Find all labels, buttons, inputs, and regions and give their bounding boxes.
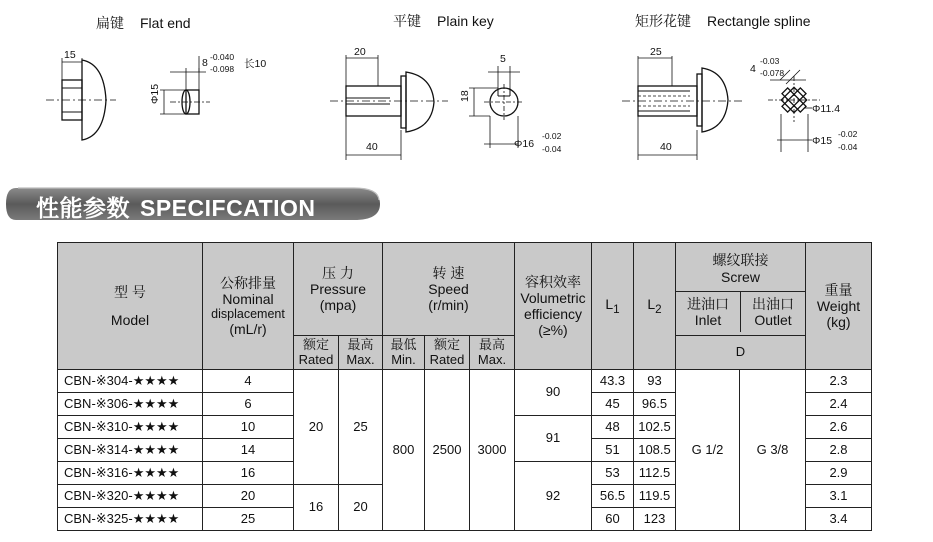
- header-pressure-unit: (mpa): [319, 297, 357, 314]
- shaft-drawings: [0, 0, 933, 185]
- model-cell: CBN-※320-★★★★: [58, 485, 203, 508]
- header-vol-unit: (≥%): [538, 322, 568, 339]
- l1-cell: 56.5: [592, 485, 634, 508]
- pressure-rated-b: 16: [294, 485, 339, 531]
- spline-dim-inner: Φ11.4: [812, 103, 841, 115]
- flat-tol-upper: -0.040: [210, 52, 235, 62]
- header-screw-en: Screw: [721, 268, 760, 285]
- header-l1: [592, 243, 634, 370]
- flat-tol-lower: -0.098: [210, 64, 235, 74]
- l1-cell: 43.3: [592, 370, 634, 393]
- l1-cell: 48: [592, 416, 634, 439]
- speed-rated: 2500: [425, 370, 470, 531]
- header-screw-title: [676, 246, 805, 291]
- model-cell: CBN-※304-★★★★: [58, 370, 203, 393]
- weight-cell: 2.3: [806, 370, 872, 393]
- flat-dim-dia: Φ15: [149, 83, 161, 104]
- weight-cell: 2.4: [806, 393, 872, 416]
- header-model-en: Model: [110, 312, 150, 328]
- spline-tol2-upper: -0.02: [838, 129, 858, 139]
- header-l2-sub: 2: [655, 302, 662, 316]
- vol-eff-1: 90: [515, 370, 592, 416]
- spline-tol2-lower: -0.04: [838, 142, 858, 152]
- header-speed-cn: 转 速: [432, 264, 465, 281]
- header-speed-en: Speed: [428, 280, 469, 297]
- speed-max-en: Max.: [477, 351, 507, 367]
- header-d: D: [676, 336, 806, 370]
- rated-cn: 额定: [302, 336, 329, 352]
- header-vol-cn: 容积效率: [525, 273, 581, 290]
- header-pressure-en: Pressure: [309, 280, 367, 297]
- vol-eff-2: 91: [515, 416, 592, 462]
- flat-dim-length: 15: [64, 49, 76, 61]
- weight-cell: 3.4: [806, 508, 872, 531]
- header-weight-en: Weight: [816, 297, 861, 314]
- model-cell: CBN-※314-★★★★: [58, 439, 203, 462]
- header-pressure-cn: 压 力: [322, 264, 354, 281]
- spline-tol-base: 4: [750, 63, 756, 75]
- plain-tol-lower: -0.04: [542, 144, 562, 154]
- header-row-1: [58, 243, 872, 336]
- l1-cell: 60: [592, 508, 634, 531]
- pressure-max-a: 25: [339, 370, 383, 485]
- plain-dim-height: 18: [459, 90, 471, 102]
- plain-dim-key: 5: [500, 53, 506, 65]
- disp-cell: 6: [203, 393, 294, 416]
- header-vol-en2: efficiency: [523, 306, 583, 322]
- l2-cell: 112.5: [634, 462, 676, 485]
- header-inlet-cn: 进油口: [687, 295, 729, 312]
- header-l2-letter: L: [647, 295, 656, 312]
- spline-dim-top: 25: [650, 46, 662, 58]
- inlet-cell: G 1/2: [676, 370, 740, 531]
- max-en: Max.: [346, 351, 375, 367]
- flat-end-drawing: [46, 56, 210, 140]
- header-model: [58, 243, 203, 370]
- l1-cell: 45: [592, 393, 634, 416]
- plain-dim-top: 20: [354, 46, 366, 58]
- spline-dim-dia: Φ15: [812, 135, 833, 147]
- l1-cell: 51: [592, 439, 634, 462]
- caption-flat-en: Flat end: [140, 15, 191, 31]
- caption-plain-en: Plain key: [437, 13, 494, 29]
- header-disp-cn: 公称排量: [220, 274, 276, 291]
- banner-title-cn: 性能参数: [36, 195, 130, 221]
- disp-cell: 10: [203, 416, 294, 439]
- disp-cell: 25: [203, 508, 294, 531]
- header-pressure-rated: [294, 336, 339, 370]
- model-cell: CBN-※316-★★★★: [58, 462, 203, 485]
- header-disp-unit: (mL/r): [229, 321, 267, 338]
- header-weight-unit: (kg): [826, 314, 851, 331]
- flat-tol-base: 8: [202, 57, 208, 69]
- header-screw: [676, 243, 806, 336]
- model-cell: CBN-※310-★★★★: [58, 416, 203, 439]
- pressure-max-b: 20: [339, 485, 383, 531]
- vol-eff-3: 92: [515, 462, 592, 531]
- min-cn: 最低: [390, 336, 417, 352]
- speed-min: 800: [383, 370, 425, 531]
- header-pressure: [294, 243, 383, 336]
- weight-cell: 2.6: [806, 416, 872, 439]
- header-vol-en: Volumetric: [520, 289, 586, 306]
- plain-dim-bottom: 40: [366, 141, 378, 153]
- plain-tol-upper: -0.02: [542, 131, 562, 141]
- l2-cell: 123: [634, 508, 676, 531]
- disp-cell: 16: [203, 462, 294, 485]
- flat-tol-length: 长10: [244, 58, 267, 70]
- caption-plain-cn: 平键: [393, 13, 421, 29]
- header-disp-en2: displacement: [211, 306, 285, 321]
- header-screw-ports: [676, 292, 805, 332]
- header-l1-letter: L: [605, 295, 614, 312]
- header-speed-max: [470, 336, 515, 370]
- pressure-rated-a: 20: [294, 370, 339, 485]
- outlet-cell: G 3/8: [740, 370, 806, 531]
- table-row: [58, 370, 872, 393]
- speed-rated-cn: 额定: [433, 336, 460, 352]
- header-l2: [634, 243, 676, 370]
- header-outlet: [741, 292, 805, 332]
- model-cell: CBN-※325-★★★★: [58, 508, 203, 531]
- model-cell: CBN-※306-★★★★: [58, 393, 203, 416]
- spline-tol-upper: -0.03: [760, 56, 780, 66]
- weight-cell: 2.8: [806, 439, 872, 462]
- speed-max: 3000: [470, 370, 515, 531]
- min-en: Min.: [391, 351, 416, 367]
- header-outlet-cn: 出油口: [752, 295, 794, 312]
- max-cn: 最高: [347, 336, 374, 352]
- plain-dim-dia: Φ16: [514, 138, 535, 150]
- disp-cell: 20: [203, 485, 294, 508]
- l2-cell: 93: [634, 370, 676, 393]
- header-weight: [806, 243, 872, 370]
- spec-table: [57, 242, 872, 531]
- header-speed: [383, 243, 515, 336]
- rated-en: Rated: [298, 351, 334, 367]
- header-speed-unit: (r/min): [428, 297, 469, 314]
- header-l1-sub: 1: [613, 302, 620, 316]
- header-speed-rated: [425, 336, 470, 370]
- l2-cell: 102.5: [634, 416, 676, 439]
- banner-title-en: SPECIFCATION: [140, 195, 316, 221]
- plain-key-drawing: [330, 55, 524, 160]
- header-pressure-max: [339, 336, 383, 370]
- header-speed-min: [383, 336, 425, 370]
- header-model-cn: 型 号: [114, 283, 146, 300]
- banner-title: [36, 190, 316, 223]
- header-inlet: [676, 292, 741, 332]
- header-weight-cn: 重量: [824, 281, 853, 298]
- caption-flat-cn: 扁键: [96, 15, 124, 31]
- spline-tol-lower: -0.078: [760, 68, 785, 78]
- weight-cell: 3.1: [806, 485, 872, 508]
- weight-cell: 2.9: [806, 462, 872, 485]
- header-disp-en: Nominal: [222, 290, 274, 307]
- disp-cell: 4: [203, 370, 294, 393]
- l2-cell: 96.5: [634, 393, 676, 416]
- caption-spline-cn: 矩形花键: [635, 13, 691, 29]
- header-outlet-en: Outlet: [754, 311, 792, 328]
- header-screw-cn: 螺纹联接: [712, 252, 769, 269]
- spline-dim-bottom: 40: [660, 141, 672, 153]
- header-displacement: [203, 243, 294, 370]
- speed-max-cn: 最高: [478, 336, 505, 352]
- l1-cell: 53: [592, 462, 634, 485]
- speed-rated-en: Rated: [429, 351, 465, 367]
- header-inlet-en: Inlet: [694, 311, 722, 328]
- caption-spline-en: Rectangle spline: [707, 13, 811, 29]
- header-volumetric: [515, 243, 592, 370]
- disp-cell: 14: [203, 439, 294, 462]
- l2-cell: 119.5: [634, 485, 676, 508]
- rectangle-spline-drawing: [622, 56, 820, 160]
- l2-cell: 108.5: [634, 439, 676, 462]
